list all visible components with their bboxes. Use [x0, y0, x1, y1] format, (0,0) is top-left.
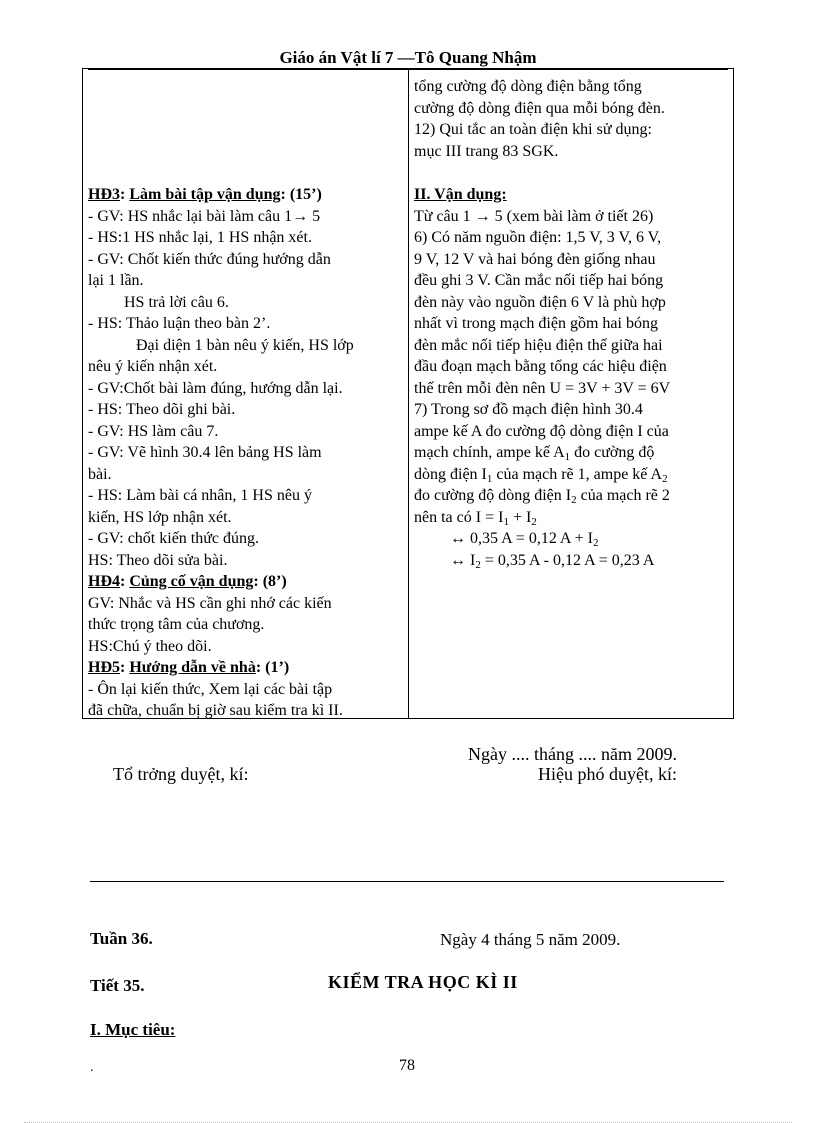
- right-line: 7) Trong sơ đồ mạch điện hình 30.4: [414, 401, 643, 418]
- left-line: - GV: chốt kiến thức đúng.: [88, 530, 260, 547]
- left-line: đã chữa, chuẩn bị giờ sau kiểm tra kì II.: [88, 702, 343, 719]
- left-line: thức trọng tâm của chương.: [88, 616, 265, 633]
- current-i1-line: dòng điện $I_1$ của mạch rẽ 1, ampe kế $A_2$: [414, 465, 668, 485]
- left-line: - GV: HS làm câu 7.: [88, 422, 219, 440]
- signature-vice-label: Hiệu phó duyệt, kí:: [538, 764, 677, 784]
- equation-line: ↔ $I_2 = 0,35$ A - 0,12 A = 0,23 A: [450, 551, 655, 571]
- left-line: - HS:1 HS nhắc lại, 1 HS nhận xét.: [88, 229, 312, 246]
- right-line: thế trên mỗi đèn nên U = 3V + 3V = 6V: [414, 379, 671, 397]
- table-column-divider: [408, 68, 409, 719]
- right-line: nhất vì trong mạch điện gồm hai bóng: [414, 315, 658, 332]
- current-sum-line: nên ta có $I = I_1 + I_2$: [414, 508, 537, 528]
- page-number: 78: [399, 1057, 415, 1074]
- left-line: nêu ý kiến nhận xét.: [88, 358, 218, 375]
- lesson-date: Ngày 4 tháng 5 năm 2009.: [440, 930, 621, 949]
- left-line: - GV:Chốt bài làm đúng, hướng dẫn lại.: [88, 379, 343, 397]
- left-line: - HS: Theo dõi ghi bài.: [88, 401, 236, 418]
- left-line: bài.: [88, 465, 112, 483]
- section-divider: [90, 881, 724, 882]
- footer-dot: .: [90, 1060, 94, 1075]
- lesson-title: KIỂM TRA HỌC KÌ II: [328, 972, 518, 992]
- left-line: - HS: Thảo luận theo bàn 2’.: [88, 315, 271, 332]
- left-line: - GV: HS nhắc lại bài làm câu 1→ 5: [88, 207, 321, 225]
- right-line: 12) Qui tắc an toàn điện khi sử dụng:: [414, 121, 652, 138]
- signature-date: Ngày .... tháng .... năm 2009.: [468, 744, 677, 764]
- right-line: đèn mắc nối tiếp hiệu điện thế giữa hai: [414, 336, 663, 354]
- right-column-top: [414, 76, 730, 162]
- objectives-heading: I. Mục tiêu:: [90, 1020, 176, 1039]
- ammeter-a1-line: mạch chính, ampe kế $A_1$ đo cường độ: [414, 444, 655, 463]
- right-line: mục III trang 83 SGK.: [414, 142, 559, 160]
- section-title: II. Vận dụng:: [414, 186, 507, 203]
- right-line: đều ghi 3 V. Cần mắc nối tiếp hai bóng: [414, 272, 664, 289]
- right-line: đèn này vào nguồn điện 6 V là phù hợp: [414, 293, 666, 311]
- right-line: đầu đoạn mạch bằng tổng các hiệu điện: [414, 358, 667, 375]
- hd4-title: Củng cố vận dụng: [129, 573, 254, 590]
- left-line: - HS: Làm bài cá nhân, 1 HS nêu ý: [88, 487, 312, 504]
- right-column: [414, 184, 730, 571]
- week-label: Tuần 36.: [90, 929, 153, 948]
- document-header: Giáo án Vật lí 7 —Tô Quang Nhậm: [88, 48, 728, 70]
- hd5-heading: HĐ5: Hướng dẫn về nhà: (1’): [88, 659, 290, 676]
- right-line: 9 V, 12 V và hai bóng đèn giống nhau: [414, 250, 656, 268]
- right-line: cường độ dòng điện qua mỗi bóng đèn.: [414, 99, 665, 117]
- left-line: - GV: Chốt kiến thức đúng hướng dẫn: [88, 250, 331, 268]
- left-line: - Ôn lại kiến thức, Xem lại các bài tập: [88, 680, 333, 698]
- right-line: ampe kế A đo cường độ dòng điện I của: [414, 422, 669, 440]
- signature-head-label: Tổ trởng duyệt, kí:: [113, 764, 249, 784]
- hd5-title: Hướng dẫn về nhà: [129, 659, 256, 676]
- hd3-heading: HĐ3: Làm bài tập vận dụng: (15’): [88, 186, 322, 203]
- right-line: tổng cường độ dòng điện bằng tổng: [414, 78, 642, 95]
- left-line: HS trả lời câu 6.: [124, 293, 229, 311]
- left-column: [88, 184, 404, 722]
- left-line: Đại diện 1 bàn nêu ý kiến, HS lớp: [136, 336, 354, 354]
- left-line: kiến, HS lớp nhận xét.: [88, 508, 232, 526]
- left-line: HS: Theo dõi sửa bài.: [88, 551, 228, 569]
- left-line: - GV: Vẽ hình 30.4 lên bảng HS làm: [88, 444, 322, 461]
- right-line: Từ câu 1 → 5 (xem bài làm ở tiết 26): [414, 207, 654, 225]
- left-line: HS:Chú ý theo dõi.: [88, 637, 212, 655]
- period-label: Tiết 35.: [90, 976, 145, 995]
- current-i2-line: đo cường độ dòng điện $I_2$ của mạch rẽ 2: [414, 487, 670, 506]
- equation-line: ↔ 0,35 A = 0,12 $A + I_2$: [450, 530, 599, 549]
- left-line: GV: Nhắc và HS cần ghi nhớ các kiến: [88, 594, 332, 612]
- hd3-title: Làm bài tập vận dụng: [129, 186, 281, 203]
- hd4-heading: HĐ4: Củng cố vận dụng: (8’): [88, 573, 287, 590]
- left-line: lại 1 lần.: [88, 272, 144, 289]
- right-line: 6) Có năm nguồn điện: 1,5 V, 3 V, 6 V,: [414, 229, 662, 246]
